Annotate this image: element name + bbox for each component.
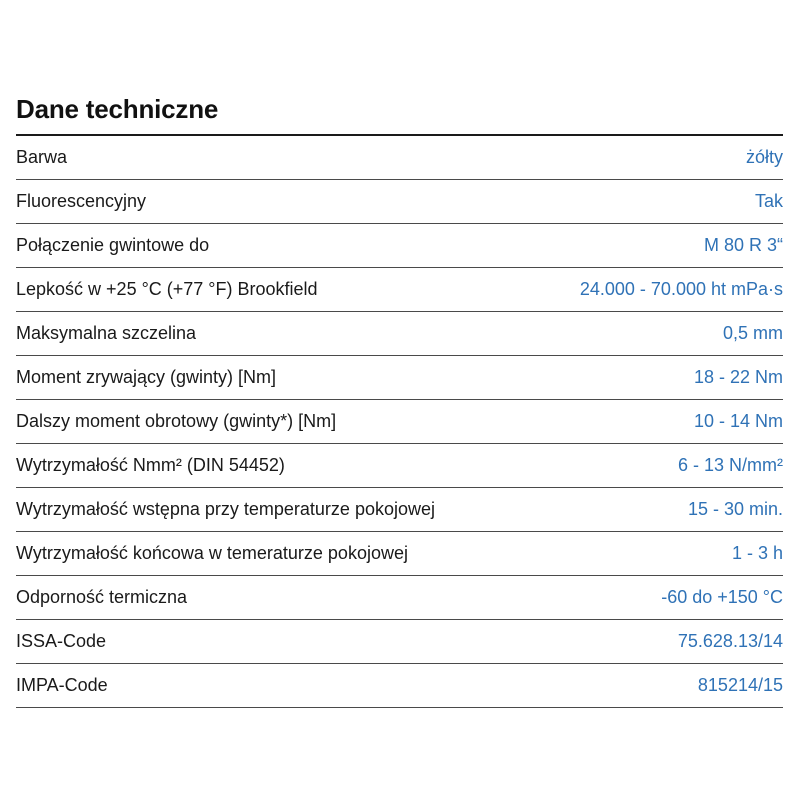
row-value: 6 - 13 N/mm² <box>677 455 783 475</box>
row-label: Wytrzymałość Nmm² (DIN 54452) <box>16 455 285 475</box>
table-row <box>16 532 783 576</box>
row-label: Dalszy moment obrotowy (gwinty*) [Nm] <box>16 411 337 431</box>
row-value: M 80 R 3“ <box>703 235 783 255</box>
row-value: 24.000 - 70.000 ht mPa·s <box>579 279 783 299</box>
table-row <box>16 444 783 488</box>
row-value: Tak <box>754 191 783 211</box>
row-value: 815214/15 <box>697 675 783 695</box>
table-row <box>16 664 783 708</box>
table-row <box>16 576 783 620</box>
row-label: IMPA-Code <box>16 675 108 695</box>
row-label: Barwa <box>16 147 68 167</box>
row-label: ISSA-Code <box>16 631 107 651</box>
row-label: Fluorescencyjny <box>16 191 147 211</box>
row-label: Połączenie gwintowe do <box>16 235 210 255</box>
row-value: 18 - 22 Nm <box>693 367 783 387</box>
section-title: Dane techniczne <box>16 94 219 124</box>
row-value: żółty <box>745 147 783 167</box>
table-row <box>16 180 783 224</box>
table-row <box>16 312 783 356</box>
row-value: 0,5 mm <box>722 323 783 343</box>
table-row <box>16 224 783 268</box>
technical-data-table <box>16 136 783 708</box>
technical-data-section <box>16 92 783 708</box>
row-value: 75.628.13/14 <box>677 631 783 651</box>
table-row <box>16 268 783 312</box>
row-value: 10 - 14 Nm <box>693 411 783 431</box>
row-label: Moment zrywający (gwinty) [Nm] <box>16 367 277 387</box>
row-value: -60 do +150 °C <box>661 587 783 607</box>
row-value: 1 - 3 h <box>731 543 783 563</box>
row-label: Odporność termiczna <box>16 587 188 607</box>
table-row <box>16 620 783 664</box>
row-label: Wytrzymałość wstępna przy temperaturze pokojowej <box>16 499 435 519</box>
table-row <box>16 136 783 180</box>
row-label: Wytrzymałość końcowa w temeraturze pokojowej <box>16 543 408 563</box>
table-row <box>16 356 783 400</box>
table-row <box>16 400 783 444</box>
table-row <box>16 488 783 532</box>
row-label: Lepkość w +25 °C (+77 °F) Brookfield <box>16 279 318 299</box>
row-label: Maksymalna szczelina <box>16 323 197 343</box>
row-value: 15 - 30 min. <box>687 499 783 519</box>
